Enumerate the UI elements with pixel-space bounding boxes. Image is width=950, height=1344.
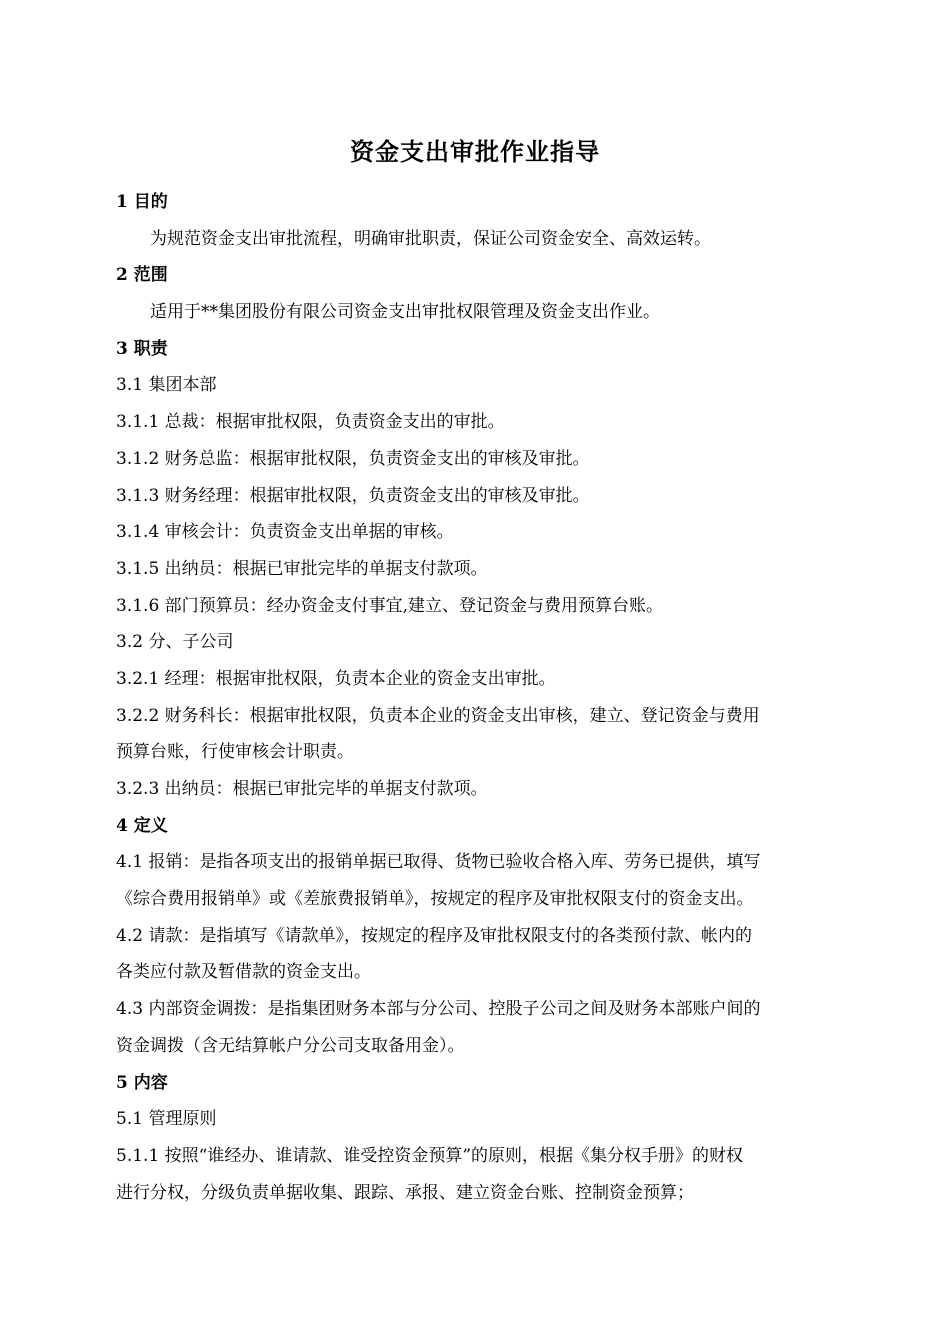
section-heading: 3 职责 [116, 338, 168, 359]
paragraph-line: 3.2.3 出纳员：根据已审批完毕的单据支付款项。 [116, 779, 488, 799]
section-heading: 4 定义 [116, 815, 168, 836]
paragraph-line: 各类应付款及暂借款的资金支出。 [116, 962, 371, 983]
paragraph-line: 4.3 内部资金调拨：是指集团财务本部与分公司、控股子公司之间及财务本部账户间的 [116, 999, 761, 1020]
paragraph-line: 资金调拨（含无结算帐户分公司支取备用金）。 [116, 1035, 465, 1056]
paragraph-line: 3.2 分、子公司 [116, 632, 234, 653]
paragraph-line: 预算台账，行使审核会计职责。 [116, 742, 354, 763]
section-heading: 5 内容 [116, 1072, 168, 1093]
section-heading: 1 目的 [116, 192, 168, 212]
paragraph-line: 3.2.2 财务科长：根据审批权限，负责本企业的资金支出审核，建立、登记资金与费用 [116, 705, 760, 726]
paragraph-line: 4.1 报销：是指各项支出的报销单据已取得、货物已验收合格入库、劳务已提供，填写 [116, 852, 761, 873]
section-heading: 2 范围 [116, 265, 168, 286]
paragraph-line: 5.1.1 按照“谁经办、谁请款、谁受控资金预算”的原则，根据《集分权手册》的财权 [116, 1145, 744, 1166]
paragraph-line: 5.1 管理原则 [116, 1109, 217, 1130]
paragraph-line: 进行分权，分级负责单据收集、跟踪、承报、建立资金台账、控制资金预算； [116, 1182, 694, 1203]
paragraph-line: 3.1.3 财务经理：根据审批权限，负责资金支出的审核及审批。 [116, 485, 590, 506]
paragraph-line: 为规范资金支出审批流程，明确审批职责，保证公司资金安全、高效运转。 [150, 228, 711, 249]
document-body [116, 184, 836, 1211]
paragraph-line: 《综合费用报销单》或《差旅费报销单》，按规定的程序及审批权限支付的资金支出。 [116, 889, 754, 910]
paragraph-line: 3.2.1 经理：根据审批权限，负责本企业的资金支出审批。 [116, 668, 556, 689]
paragraph-line: 适用于**集团股份有限公司资金支出审批权限管理及资金支出作业。 [150, 302, 660, 323]
paragraph-line: 4.2 请款：是指填写《请款单》，按规定的程序及审批权限支付的各类预付款、帐内的 [116, 925, 752, 946]
paragraph-line: 3.1.5 出纳员：根据已审批完毕的单据支付款项。 [116, 558, 488, 579]
document-title: 资金支出审批作业指导 [350, 137, 600, 166]
paragraph-line: 3.1.6 部门预算员：经办资金支付事宜,建立、登记资金与费用预算台账。 [116, 595, 664, 616]
paragraph-line: 3.1.1 总裁：根据审批权限，负责资金支出的审批。 [116, 412, 505, 433]
paragraph-line: 3.1.4 审核会计：负责资金支出单据的审核。 [116, 522, 454, 543]
paragraph-line: 3.1 集团本部 [116, 375, 217, 396]
paragraph-line: 3.1.2 财务总监：根据审批权限，负责资金支出的审核及审批。 [116, 448, 590, 469]
